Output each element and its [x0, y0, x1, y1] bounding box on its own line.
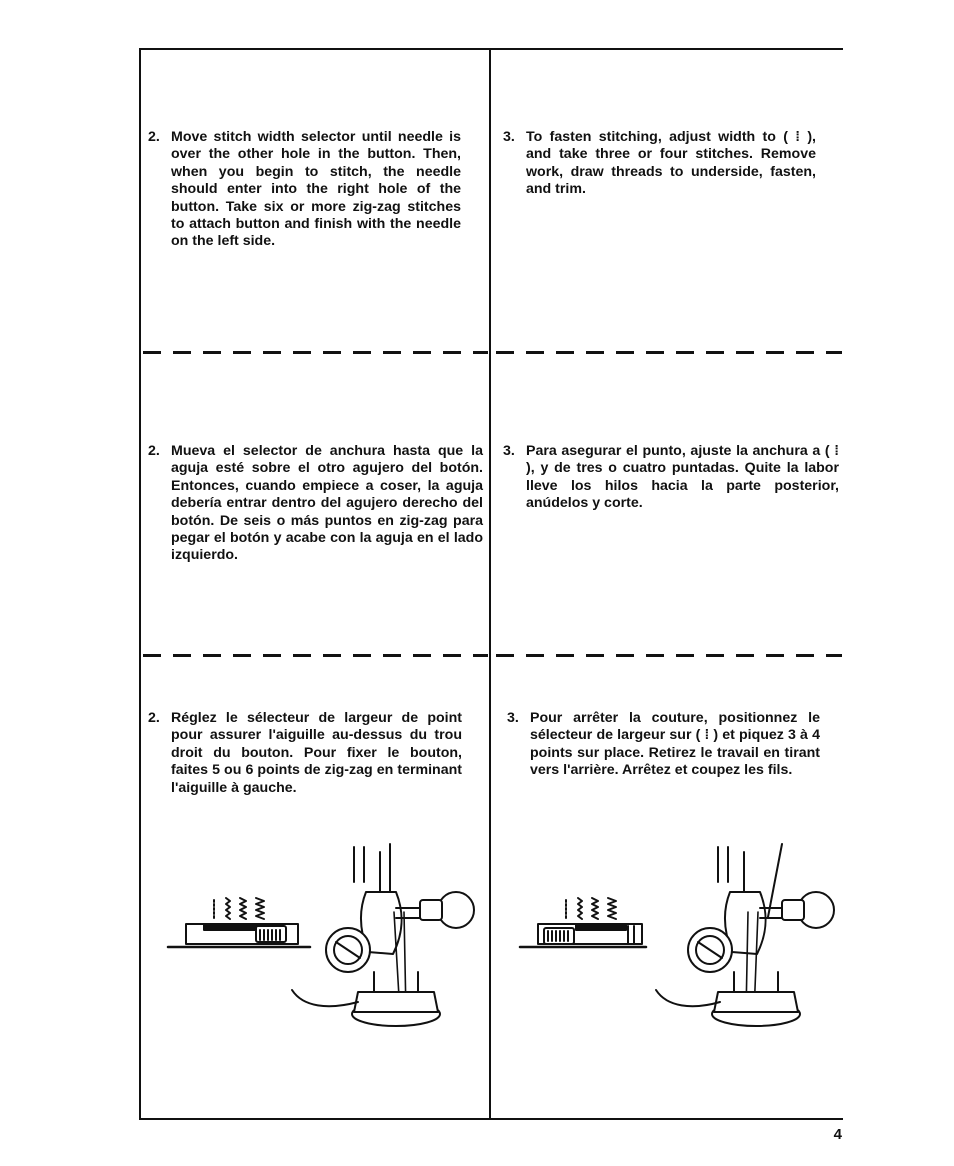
- french-step-2: 2. Réglez le sélecteur de largeur de point pour assurer l'aiguille au-dessus du trou droit du bouton. Pour fixer le bouton, faites 5 ou 6 points de zig-zag en terminant l'aiguille à gauche.: [148, 710, 462, 796]
- english-step-3: 3. To fasten stitching, adjust width to ( ⁞ ), and take three or four stitches. Remove work, draw threads to underside, fasten, and trim.: [503, 129, 816, 198]
- section-divider-2-right: [496, 654, 842, 657]
- spanish-step-3: 3. Para asegurar el punto, ajuste la anchura a ( ⁞ ), y de tres o cuatro puntadas. Quite la labor lleve los hilos hacia la parte posterior, anúdelos y corte.: [503, 443, 839, 512]
- section-divider-1-right: [496, 351, 842, 354]
- sewing-machine-foot-needle-left-icon: [520, 842, 830, 1032]
- section-divider-1-left: [143, 351, 488, 354]
- page-number: 4: [833, 1126, 842, 1143]
- english-step-2: 2. Move stitch width selector until needle is over the other hole in the button. Then, when you begin to stitch, the needle should enter into the right hole of the button. Take six or more zig-zag stitches to attach button and finish with the needle on the left side.: [148, 129, 461, 250]
- french-step-3: 3. Pour arrêter la couture, positionnez le sélecteur de largeur sur ( ⁞ ) et piquez 3 à 4 points sur place. Retirez le travail en tirant vers l'arrière. Arrêtez et coupez les fils.: [507, 710, 820, 779]
- column-divider: [489, 48, 491, 1120]
- spanish-step-2: 2. Mueva el selector de anchura hasta que la aguja esté sobre el otro agujero del botón. Entonces, cuando empiece a coser, la aguja debería entrar dentro del agujero derecho del botón. De seis o más puntos en zig-zag para pegar el botón y acabe con la aguja en el lado izquierdo.: [148, 443, 483, 564]
- section-divider-2-left: [143, 654, 488, 657]
- sewing-machine-foot-needle-right-icon: [168, 842, 468, 1032]
